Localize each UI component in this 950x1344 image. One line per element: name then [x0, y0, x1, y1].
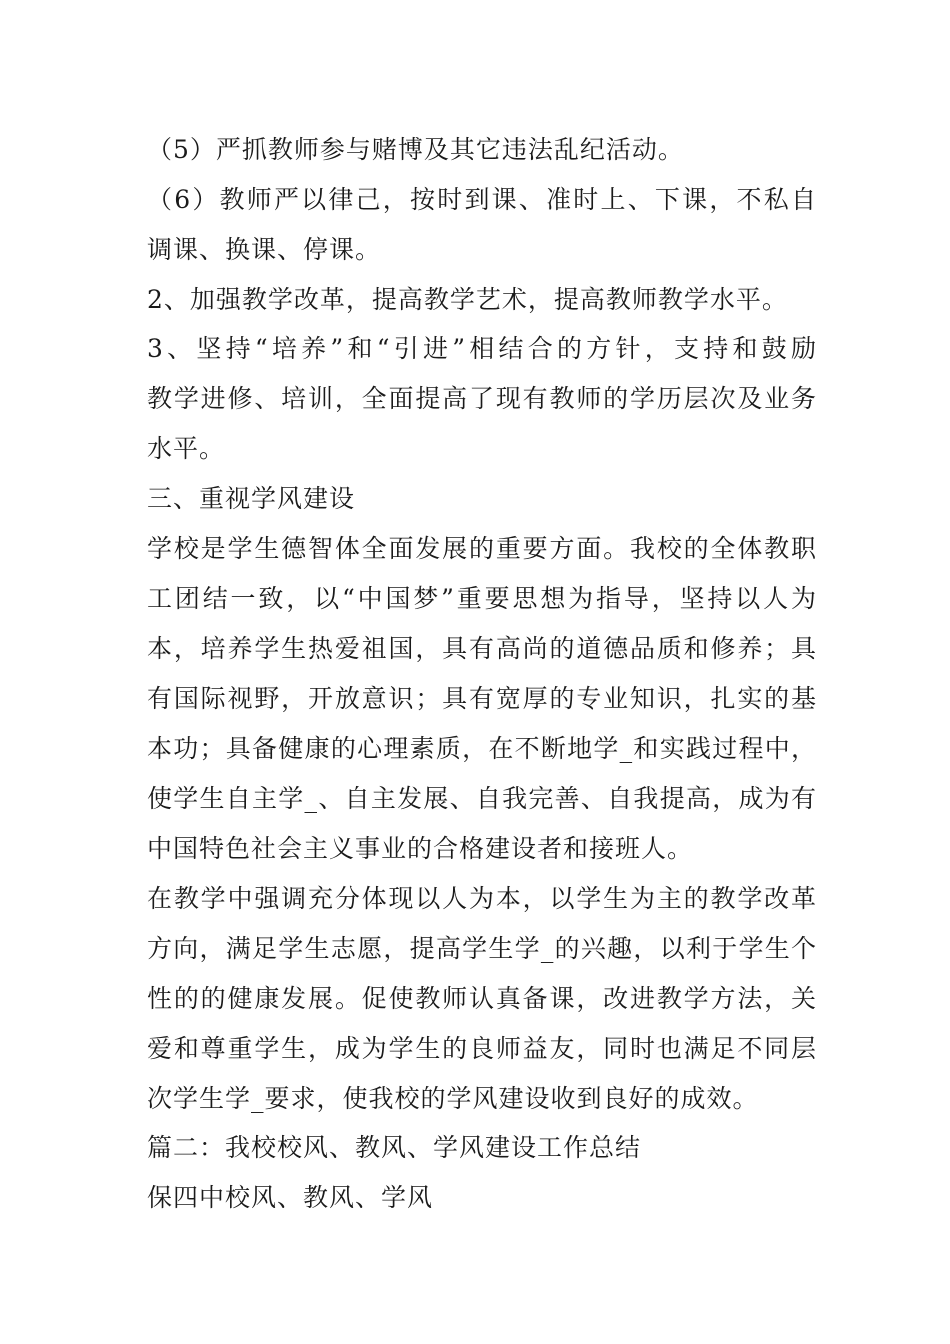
text-line: 3、坚持“培养”和“引进”相结合的方针，支持和鼓励 — [147, 334, 817, 363]
text-line: 调课、换课、停课。 — [147, 235, 382, 264]
text-line: 方向，满足学生志愿，提高学生学_的兴趣，以利于学生个 — [147, 934, 817, 963]
text-line: 使学生自主学_、自主发展、自我完善、自我提高，成为有 — [147, 784, 817, 813]
text-line: 性的的健康发展。促使教师认真备课，改进教学方法，关 — [147, 984, 817, 1013]
text-line: （6）教师严以律己，按时到课、准时上、下课，不私自 — [147, 185, 817, 214]
text-line: 工团结一致，以“中国梦”重要思想为指导，坚持以人为 — [147, 584, 817, 613]
text-line: 次学生学_要求，使我校的学风建设收到良好的成效。 — [147, 1084, 759, 1113]
text-line: 有国际视野，开放意识；具有宽厚的专业知识，扎实的基 — [147, 684, 817, 713]
text-line: 水平。 — [147, 434, 226, 463]
text-line: 中国特色社会主义事业的合格建设者和接班人。 — [147, 834, 694, 863]
text-line: 爱和尊重学生，成为学生的良师益友，同时也满足不同层 — [147, 1034, 817, 1063]
chapter-heading: 篇二：我校校风、教风、学风建设工作总结 — [147, 1133, 642, 1162]
text-line: 2、加强教学改革，提高教学艺术，提高教师教学水平。 — [147, 285, 788, 314]
text-line: 教学进修、培训，全面提高了现有教师的学历层次及业务 — [147, 384, 817, 413]
subtitle-line: 保四中校风、教风、学风 — [147, 1183, 434, 1212]
section-heading: 三、重视学风建设 — [147, 484, 356, 513]
text-line: 在教学中强调充分体现以人为本，以学生为主的教学改革 — [147, 884, 817, 913]
text-line: （5）严抓教师参与赌博及其它违法乱纪活动。 — [147, 135, 684, 164]
text-line: 本功；具备健康的心理素质，在不断地学_和实践过程中， — [147, 734, 817, 763]
text-line: 本，培养学生热爱祖国，具有高尚的道德品质和修养；具 — [147, 634, 817, 663]
text-line: 学校是学生德智体全面发展的重要方面。我校的全体教职 — [147, 534, 817, 563]
